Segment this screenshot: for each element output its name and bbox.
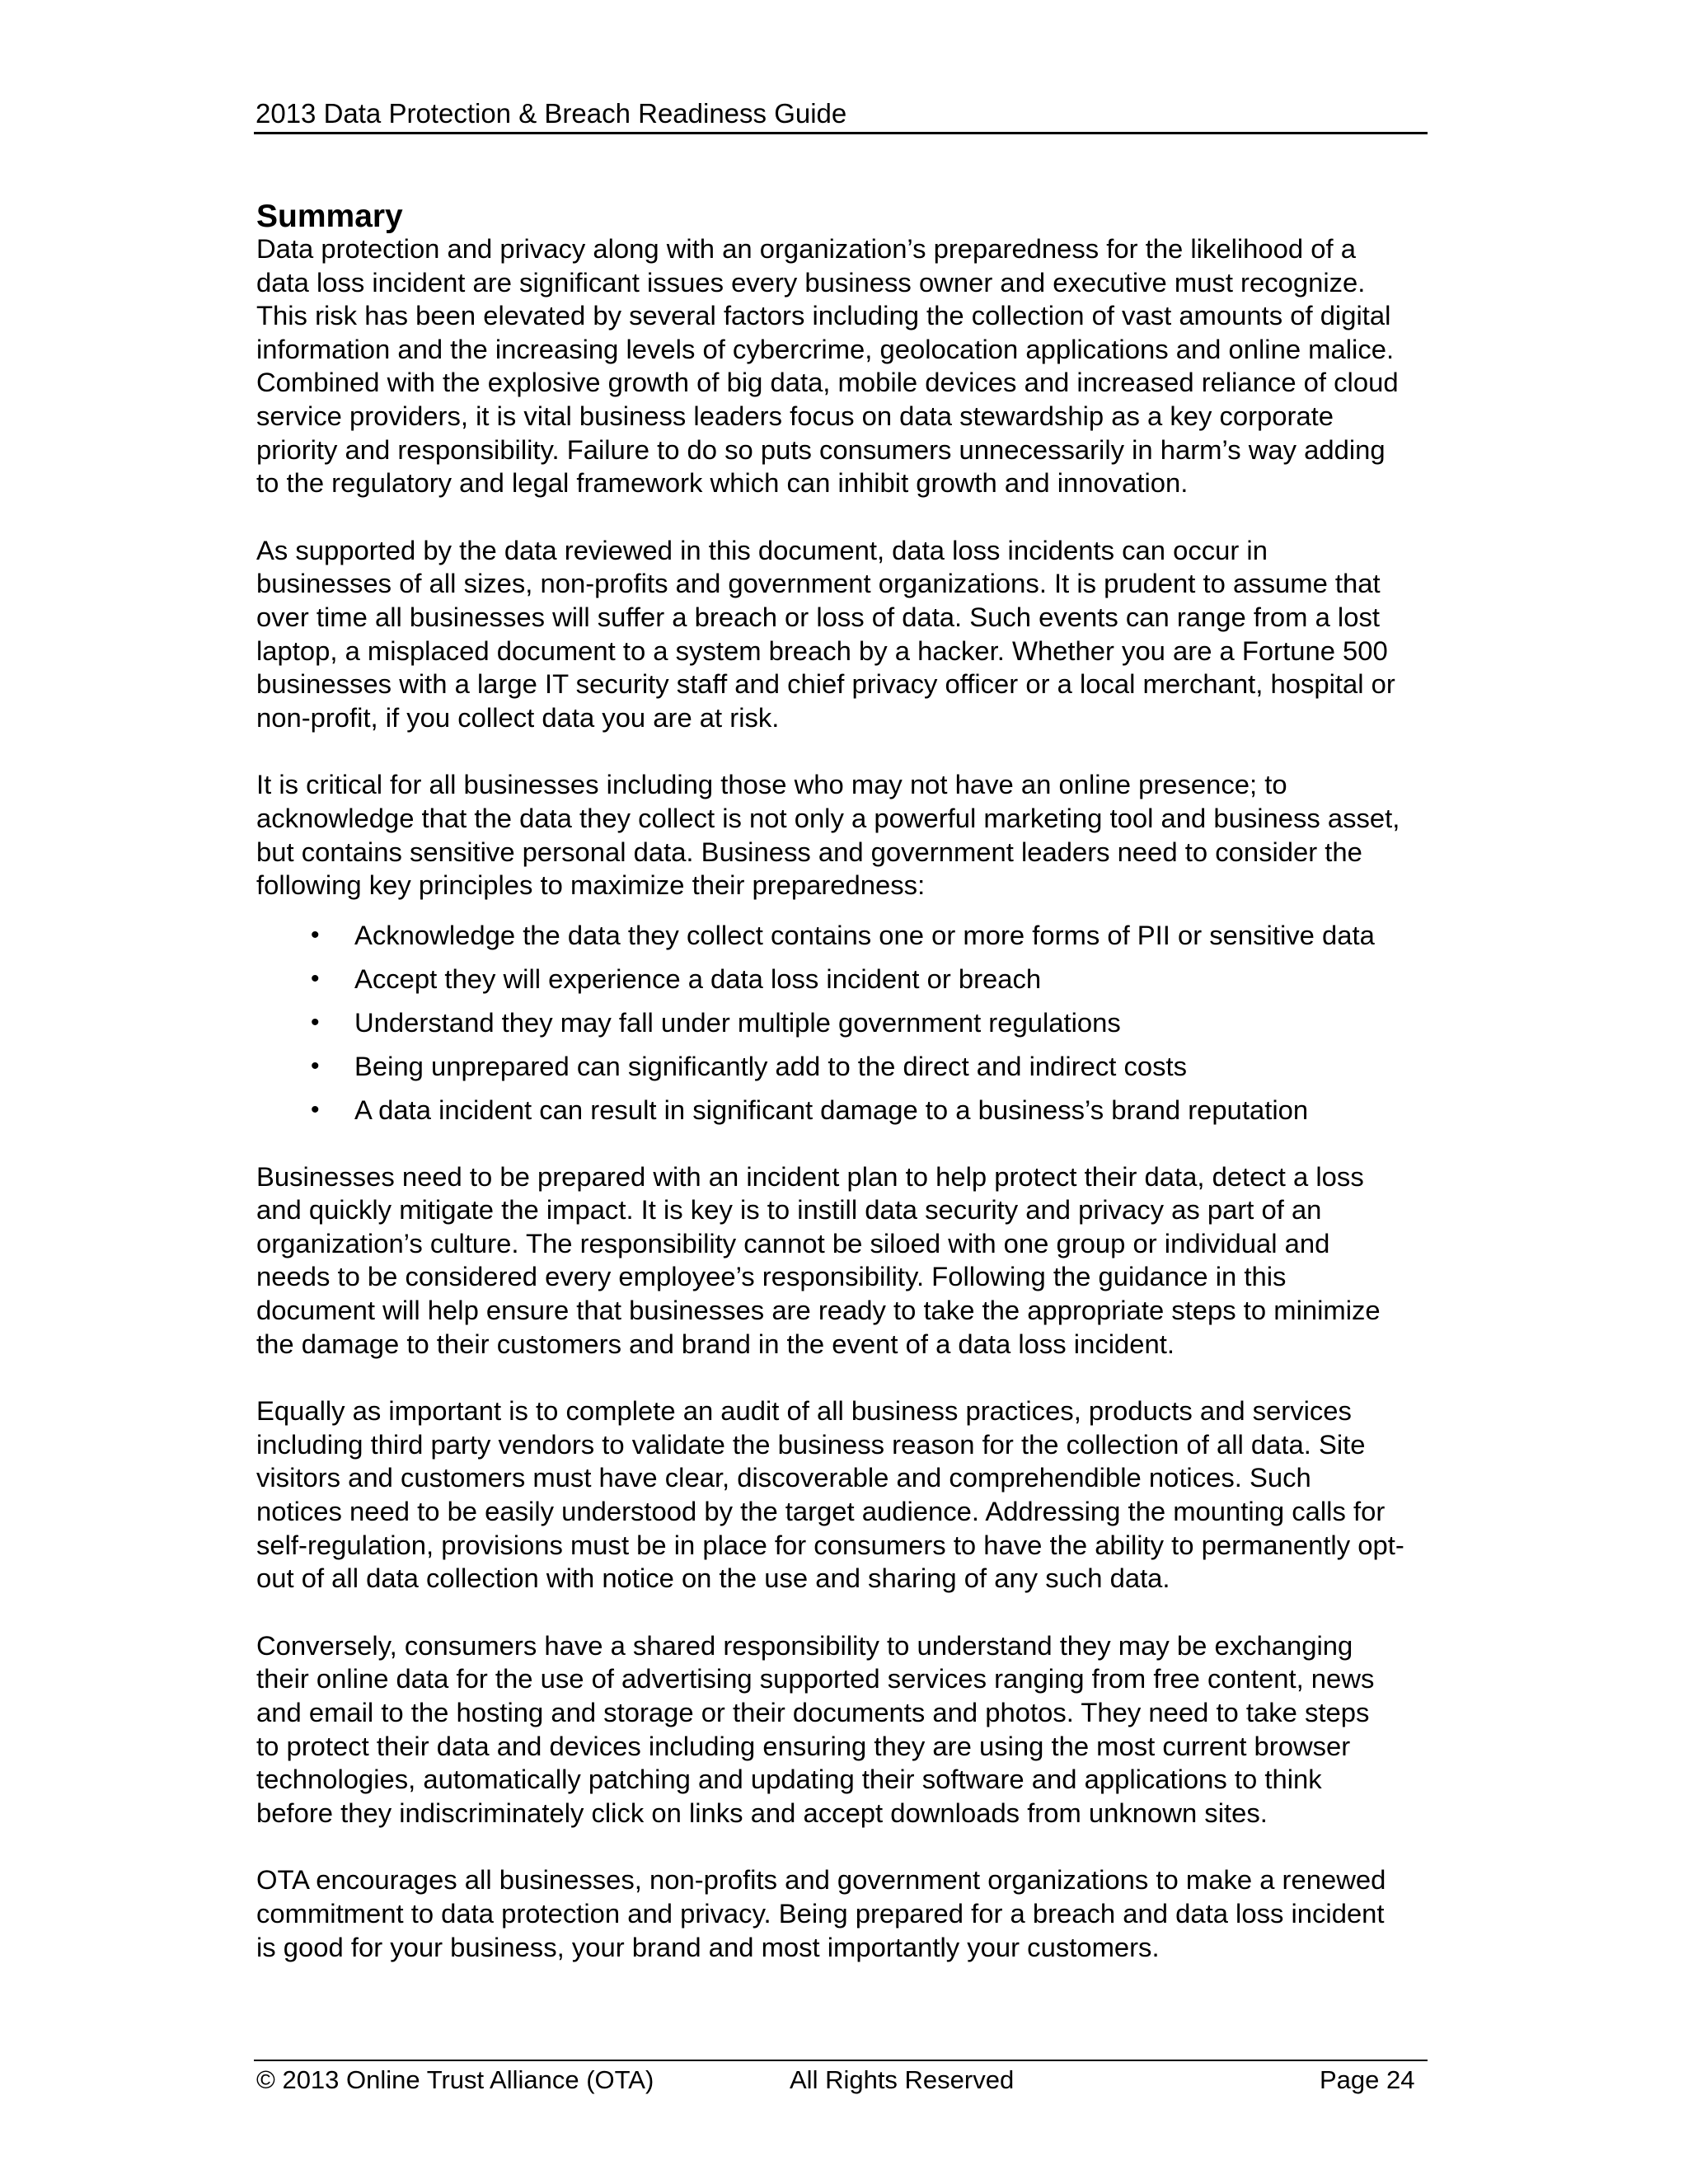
paragraph	[256, 1160, 1431, 1361]
text-line: document will help ensure that businesses are ready to take the appropriate steps to minimize	[256, 1295, 1381, 1325]
footer-rule	[254, 2060, 1428, 2061]
text-line: out of all data collection with notice on the use and sharing of any such data.	[256, 1563, 1170, 1594]
list-item	[256, 957, 1431, 1001]
list-item	[256, 1001, 1431, 1044]
text-line: OTA encourages all businesses, non-profits and government organizations to make a renewed	[256, 1864, 1386, 1896]
paragraph	[256, 232, 1431, 500]
text-line: but contains sensitive personal data. Business and government leaders need to consider the	[256, 836, 1362, 867]
text-line: commitment to data protection and privacy. Being prepared for a breach and data loss incident	[256, 1897, 1385, 1929]
text-line: to the regulatory and legal framework which can inhibit growth and innovation.	[256, 467, 1189, 499]
text-line: businesses of all sizes, non-profits and government organizations. It is prudent to assume that	[256, 568, 1381, 599]
text-line: is good for your business, your brand and most importantly your customers.	[256, 1931, 1160, 1962]
text-line: businesses with a large IT security staff and chief privacy officer or a local merchant, hospital or	[256, 668, 1395, 700]
text-line: the damage to their customers and brand in the event of a data loss incident.	[256, 1328, 1175, 1359]
text-line: and quickly mitigate the impact. It is key is to instill data security and privacy as part of an	[256, 1194, 1322, 1226]
text-line: Combined with the explosive growth of big data, mobile devices and increased reliance of cloud	[256, 367, 1399, 398]
list-item-text: A data incident can result in significant damage to a business’s brand reputation	[354, 1094, 1309, 1126]
text-line: This risk has been elevated by several factors including the collection of vast amounts of digital	[256, 300, 1391, 331]
bullet-icon: •	[311, 964, 320, 992]
text-line: acknowledge that the data they collect is not only a powerful marketing tool and business asset,	[256, 802, 1400, 833]
list-item	[256, 1044, 1431, 1088]
list-item-text: Understand they may fall under multiple government regulations	[354, 1007, 1121, 1038]
footer-copyright: © 2013 Online Trust Alliance (OTA)	[256, 2065, 654, 2094]
text-line: over time all businesses will suffer a breach or loss of data. Such events can range from a lost	[256, 601, 1380, 632]
footer-page-number: Page 24	[1320, 2065, 1415, 2094]
section-heading: Summary	[256, 199, 403, 234]
header-rule	[254, 132, 1428, 134]
page-content	[256, 198, 1431, 1998]
text-line: data loss incident are significant issues every business owner and executive must recognize.	[256, 266, 1366, 298]
text-line: including third party vendors to validate the business reason for the collection of all data. Site	[256, 1428, 1366, 1460]
text-line: before they indiscriminately click on links and accept downloads from unknown sites.	[256, 1797, 1268, 1828]
bullet-icon: •	[311, 1096, 320, 1124]
text-line: Data protection and privacy along with an organization’s preparedness for the likelihood of a	[256, 233, 1356, 264]
principles-list	[256, 913, 1431, 1132]
text-line: information and the increasing levels of cybercrime, geolocation applications and online malice.	[256, 333, 1395, 364]
paragraph	[256, 534, 1431, 735]
bullet-icon: •	[311, 1009, 320, 1037]
text-line: service providers, it is vital business leaders focus on data stewardship as a key corporate	[256, 400, 1334, 431]
text-line: Conversely, consumers have a shared responsibility to understand they may be exchanging	[256, 1629, 1353, 1661]
text-line: Businesses need to be prepared with an incident plan to help protect their data, detect a loss	[256, 1160, 1364, 1192]
text-line: priority and responsibility. Failure to do so puts consumers unnecessarily in harm’s way adding	[256, 434, 1386, 465]
text-line: It is critical for all businesses including those who may not have an online presence; to	[256, 769, 1287, 800]
text-line: needs to be considered every employee’s responsibility. Following the guidance in this	[256, 1261, 1287, 1292]
paragraph	[256, 768, 1431, 902]
list-item-text: Being unprepared can significantly add to the direct and indirect costs	[354, 1051, 1188, 1082]
text-line: technologies, automatically patching and updating their software and applications to think	[256, 1764, 1322, 1795]
list-item	[256, 913, 1431, 957]
list-item-text: Accept they will experience a data loss incident or breach	[354, 963, 1042, 994]
paragraph	[256, 1863, 1431, 1964]
text-line: to protect their data and devices including ensuring they are using the most current browser	[256, 1730, 1351, 1761]
list-item	[256, 1088, 1431, 1132]
text-line: and email to the hosting and storage or their documents and photos. They need to take steps	[256, 1696, 1370, 1727]
text-line: non-profit, if you collect data you are at risk.	[256, 701, 780, 733]
text-line: laptop, a misplaced document to a system breach by a hacker. Whether you are a Fortune 500	[256, 635, 1388, 666]
list-item-text: Acknowledge the data they collect contains one or more forms of PII or sensitive data	[354, 919, 1375, 950]
text-line: visitors and customers must have clear, discoverable and comprehendible notices. Such	[256, 1462, 1311, 1493]
footer-rights: All Rights Reserved	[790, 2065, 1015, 2094]
text-line: As supported by the data reviewed in this document, data loss incidents can occur in	[256, 534, 1268, 565]
paragraph	[256, 1629, 1431, 1830]
text-line: self-regulation, provisions must be in place for consumers to have the ability to permanently opt-	[256, 1529, 1404, 1560]
paragraph	[256, 1394, 1431, 1596]
bullet-icon: •	[311, 921, 320, 949]
text-line: notices need to be easily understood by the target audience. Addressing the mounting calls for	[256, 1495, 1386, 1526]
text-line: Equally as important is to complete an audit of all business practices, products and services	[256, 1395, 1352, 1427]
running-header: 2013 Data Protection & Breach Readiness Guide	[256, 98, 847, 129]
text-line: their online data for the use of advertising supported services ranging from free content, news	[256, 1663, 1375, 1694]
text-line: following key principles to maximize their preparedness:	[256, 869, 926, 901]
bullet-icon: •	[311, 1052, 320, 1080]
text-line: organization’s culture. The responsibility cannot be siloed with one group or individual and	[256, 1227, 1330, 1258]
